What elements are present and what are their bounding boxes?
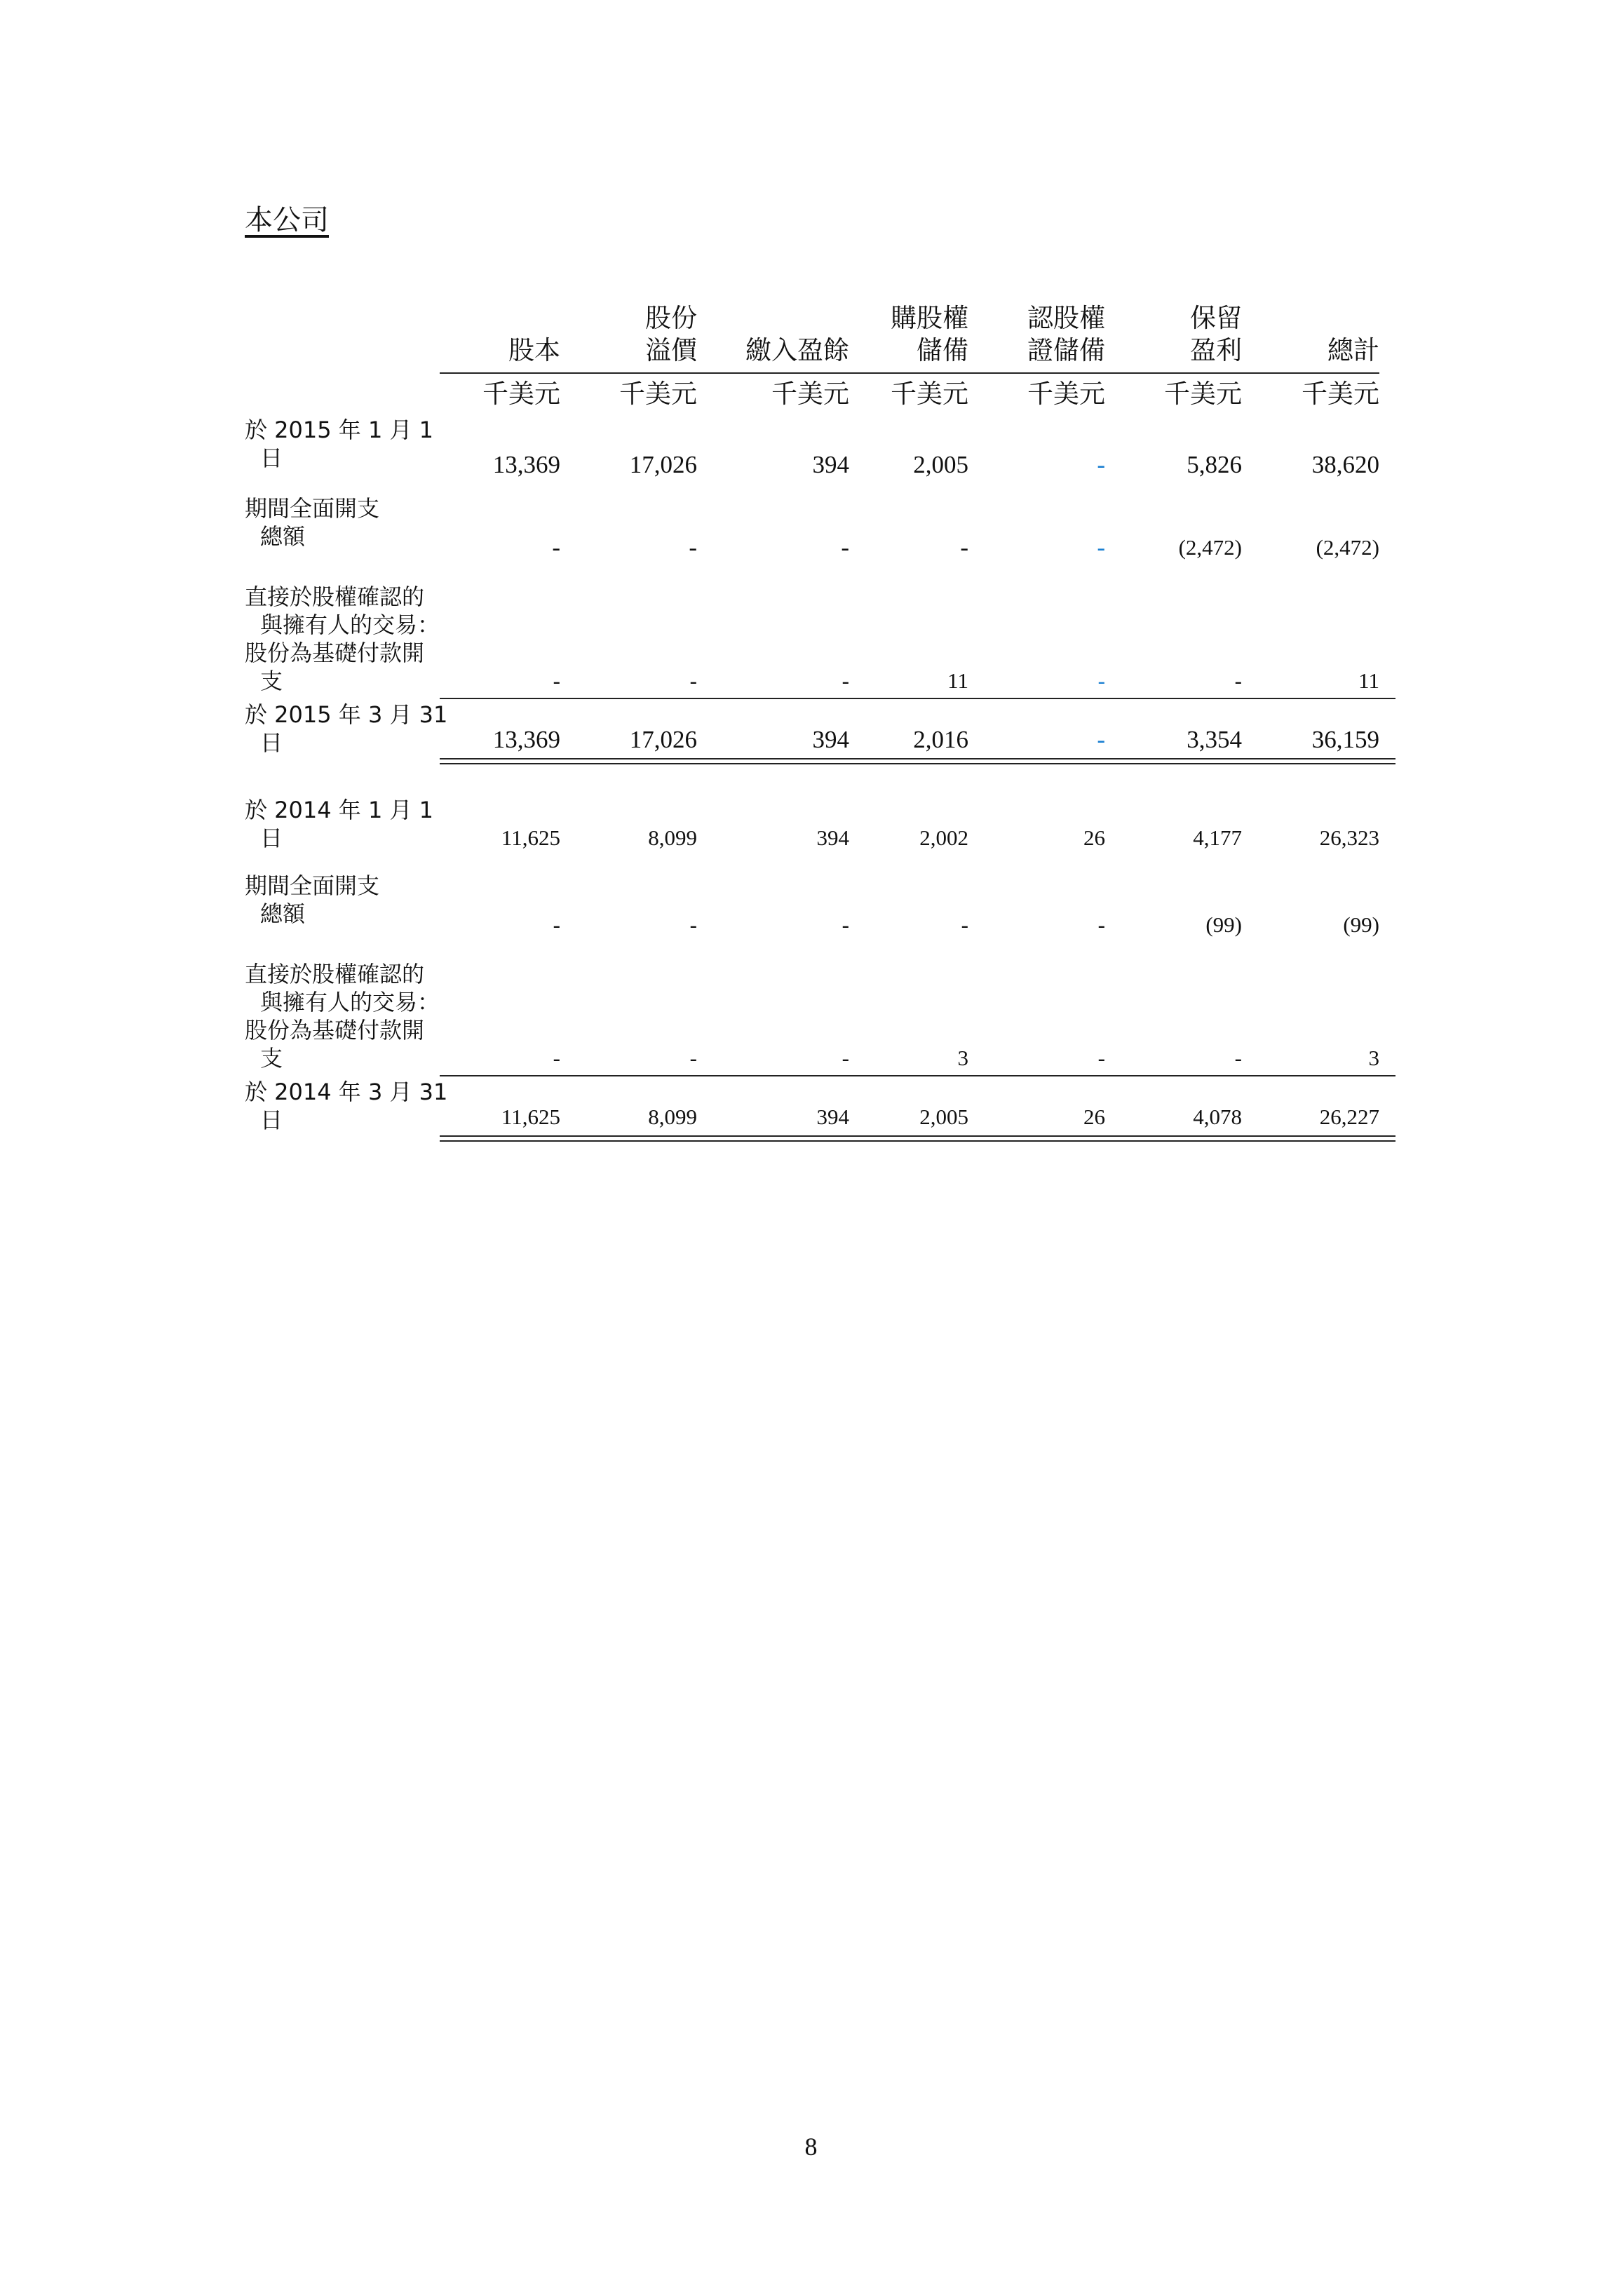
cell-total: 36,159 bbox=[1311, 726, 1379, 753]
cell-total: 26,323 bbox=[1319, 825, 1379, 850]
cell-retained-earnings: - bbox=[1234, 1046, 1242, 1070]
row-label: 直接於股權確認的 與擁有人的交易： 股份為基礎付款開 支 bbox=[245, 583, 440, 694]
cell-warrant-reserve: - bbox=[1097, 668, 1105, 693]
table-row bbox=[245, 796, 1395, 852]
cell-share-premium: - bbox=[689, 1046, 697, 1070]
cell-retained-earnings: 4,078 bbox=[1193, 1105, 1242, 1129]
column-header: 繳入盈餘 千美元 bbox=[697, 302, 849, 410]
column-header: 認股權 證儲備 千美元 bbox=[968, 302, 1105, 410]
unit-label: 千美元 bbox=[849, 372, 968, 410]
cell-option-reserve: - bbox=[960, 534, 968, 561]
row-label: 期間全面開支 總額 bbox=[245, 872, 380, 927]
unit-label: 千美元 bbox=[1105, 372, 1242, 410]
cell-retained-earnings: - bbox=[1234, 668, 1242, 693]
table-row bbox=[245, 583, 1395, 695]
row-label: 於 2014 年 3 月 31 日 bbox=[245, 1079, 448, 1133]
cell-retained-earnings: (2,472) bbox=[1178, 535, 1242, 560]
column-header: 保留 盈利 千美元 bbox=[1105, 302, 1242, 410]
cell-contributed-surplus: - bbox=[842, 668, 849, 693]
cell-total: (2,472) bbox=[1316, 535, 1379, 560]
cell-contributed-surplus: 394 bbox=[816, 825, 849, 850]
cell-contributed-surplus: - bbox=[842, 912, 849, 937]
cell-warrant-reserve: 26 bbox=[1083, 1105, 1105, 1129]
row-label: 於 2015 年 1 月 1 日 bbox=[245, 417, 434, 471]
cell-share-capital: - bbox=[553, 1046, 560, 1070]
cell-option-reserve: 2,002 bbox=[919, 825, 968, 850]
unit-label: 千美元 bbox=[968, 372, 1105, 410]
cell-option-reserve: 11 bbox=[947, 668, 968, 693]
table-row bbox=[245, 416, 1395, 479]
cell-option-reserve: 2,005 bbox=[913, 451, 968, 478]
cell-warrant-reserve: 26 bbox=[1083, 825, 1105, 850]
subtotal-rule bbox=[440, 698, 1395, 699]
table-row bbox=[245, 1078, 1395, 1131]
cell-contributed-surplus: 394 bbox=[812, 451, 849, 478]
column-header: 總計 千美元 bbox=[1242, 302, 1379, 410]
cell-retained-earnings: 4,177 bbox=[1193, 825, 1242, 850]
unit-label: 千美元 bbox=[560, 372, 697, 410]
cell-warrant-reserve: - bbox=[1097, 912, 1105, 937]
cell-retained-earnings: (99) bbox=[1205, 912, 1242, 937]
table-row bbox=[245, 494, 1395, 562]
cell-share-premium: 8,099 bbox=[648, 1105, 697, 1129]
cell-total: 11 bbox=[1358, 668, 1379, 693]
cell-share-capital: 11,625 bbox=[501, 1105, 560, 1129]
cell-option-reserve: 2,005 bbox=[919, 1105, 968, 1129]
cell-contributed-surplus: 394 bbox=[812, 726, 849, 753]
cell-share-capital: - bbox=[553, 668, 560, 693]
cell-contributed-surplus: - bbox=[842, 1046, 849, 1070]
cell-option-reserve: 3 bbox=[957, 1046, 968, 1070]
cell-total: 26,227 bbox=[1319, 1105, 1379, 1129]
cell-share-premium: - bbox=[689, 534, 697, 561]
cell-share-capital: 13,369 bbox=[492, 451, 560, 478]
page-number: 8 bbox=[804, 2133, 818, 2161]
cell-share-capital: 13,369 bbox=[492, 726, 560, 753]
section-title: 本公司 bbox=[245, 204, 329, 236]
cell-share-capital: - bbox=[553, 912, 560, 937]
cell-warrant-reserve: - bbox=[1097, 1046, 1105, 1070]
cell-contributed-surplus: 394 bbox=[816, 1105, 849, 1129]
table-row bbox=[245, 872, 1395, 939]
cell-option-reserve: - bbox=[961, 912, 968, 937]
row-label: 於 2014 年 1 月 1 日 bbox=[245, 797, 434, 851]
row-label: 期間全面開支 總額 bbox=[245, 495, 380, 550]
cell-warrant-reserve: - bbox=[1097, 534, 1105, 561]
cell-total: 3 bbox=[1368, 1046, 1379, 1070]
cell-total: (99) bbox=[1343, 912, 1379, 937]
row-label: 於 2015 年 3 月 31 日 bbox=[245, 701, 448, 756]
subtotal-rule bbox=[440, 1075, 1395, 1076]
unit-label: 千美元 bbox=[1242, 372, 1379, 410]
cell-option-reserve: 2,016 bbox=[913, 726, 968, 753]
cell-share-premium: 17,026 bbox=[629, 726, 697, 753]
unit-label: 千美元 bbox=[440, 372, 560, 410]
cell-share-premium: - bbox=[689, 668, 697, 693]
cell-total: 38,620 bbox=[1311, 451, 1379, 478]
table-row bbox=[245, 960, 1395, 1072]
row-label: 直接於股權確認的 與擁有人的交易： 股份為基礎付款開 支 bbox=[245, 961, 440, 1072]
unit-label: 千美元 bbox=[697, 372, 849, 410]
cell-retained-earnings: 5,826 bbox=[1187, 451, 1242, 478]
cell-share-premium: - bbox=[689, 912, 697, 937]
equity-statement-table bbox=[245, 291, 1395, 1131]
total-double-rule bbox=[440, 758, 1395, 764]
cell-share-premium: 17,026 bbox=[629, 451, 697, 478]
column-header: 股份 溢價 千美元 bbox=[560, 302, 697, 410]
cell-retained-earnings: 3,354 bbox=[1187, 726, 1242, 753]
cell-share-capital: - bbox=[552, 534, 560, 561]
column-header: 購股權 儲備 千美元 bbox=[849, 302, 968, 410]
table-header bbox=[245, 291, 1395, 410]
cell-share-capital: 11,625 bbox=[501, 825, 560, 850]
cell-share-premium: 8,099 bbox=[648, 825, 697, 850]
total-double-rule bbox=[440, 1135, 1395, 1142]
table-row bbox=[245, 701, 1395, 754]
column-header: 股本 千美元 bbox=[440, 302, 560, 410]
cell-warrant-reserve: - bbox=[1097, 451, 1105, 478]
cell-contributed-surplus: - bbox=[841, 534, 849, 561]
cell-warrant-reserve: - bbox=[1097, 726, 1105, 753]
